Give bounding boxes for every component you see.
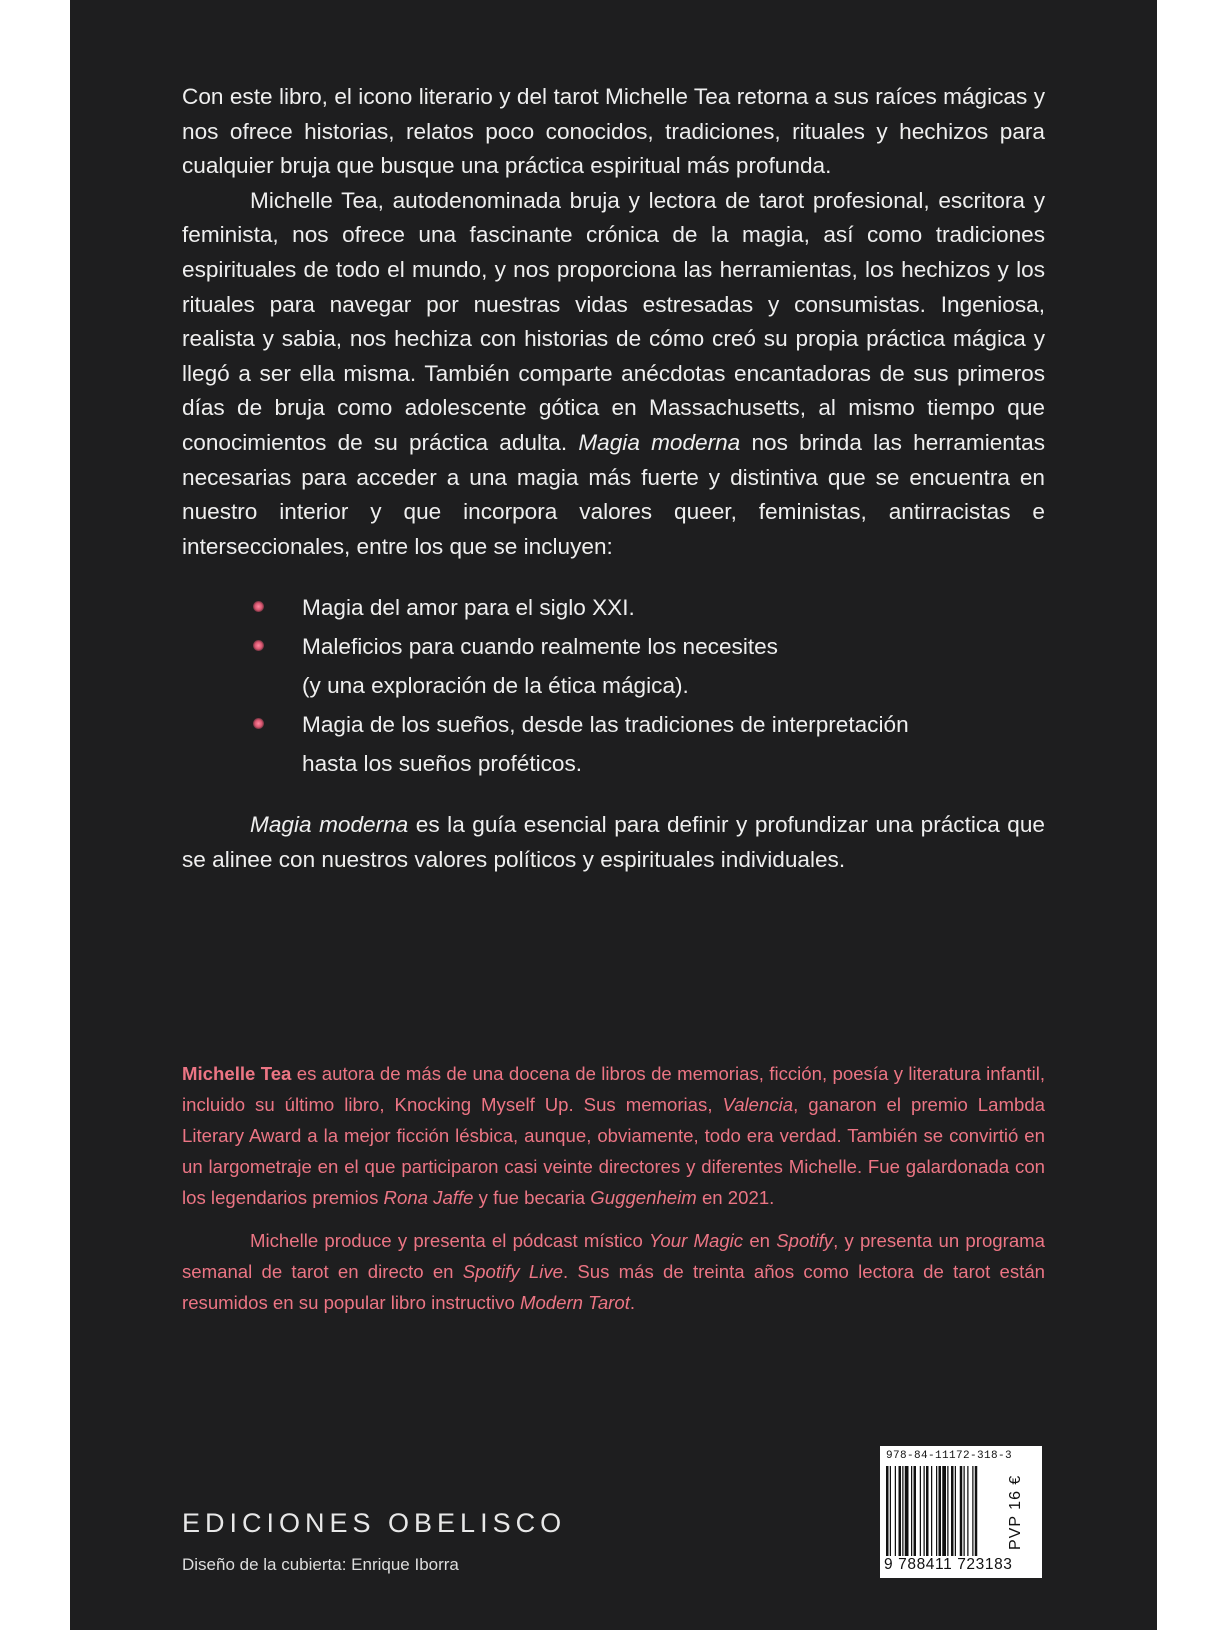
description-text	[182, 80, 1045, 878]
list-item-line: Maleficios para cuando realmente los necesites	[302, 634, 778, 660]
cover-credit: Diseño de la cubierta: Enrique Iborra	[182, 1555, 459, 1574]
book-title-inline: Magia moderna	[578, 429, 741, 455]
bio-text: es autora de más de una docena de libros de memorias, ficción, poesía y literatura infantil, incluido su último libro, Knocking Myself Up. Sus memorias,	[182, 1063, 1045, 1115]
barcode-bar	[911, 1466, 912, 1556]
bullet-dot-icon	[253, 640, 264, 651]
barcode-bar	[951, 1466, 954, 1556]
list-item	[182, 588, 1045, 627]
paragraph-2-text: Michelle Tea, autodenominada bruja y lectora de tarot profesional, escritora y feminista, nos ofrece una fascinante crónica de la magia, así como tradiciones espirituales de todo el mundo, y nos proporciona las herramientas, los hechizos y los rituales para navegar por nuestras vidas estresadas y consumistas. Ingeniosa, realista y sabia, nos hechiza con historias de cómo creó su propia práctica mágica y llegó a ser ella misma. También comparte anécdotas encantadoras de sus primeros días de bruja como adolescente gótica en Massachusetts, al mismo tiempo que conocimientos de su práctica adulta.	[182, 187, 1045, 455]
barcode-bar	[899, 1466, 902, 1556]
barcode-bar	[886, 1466, 889, 1556]
isbn-digits: 9 788411 723183	[884, 1556, 1013, 1573]
barcode-bar	[926, 1466, 929, 1556]
description-paragraph-1: Con este libro, el icono literario y del tarot Michelle Tea retorna a sus raíces mágicas y nos ofrece historias, relatos poco conocidos, tradiciones, rituales y hechizos para cualquier bruja que busque una práctica espiritual más profunda.	[182, 84, 1045, 179]
bio-text: , y presenta un programa semanal de tarot en directo en	[182, 1230, 1045, 1282]
list-item	[182, 627, 1045, 705]
barcode-bar	[902, 1466, 903, 1556]
list-item-line: Magia de los sueños, desde las tradiciones de interpretación	[302, 712, 909, 738]
bio-text: .	[629, 1292, 636, 1313]
barcode-image	[886, 1466, 1004, 1556]
barcode-block	[880, 1446, 1042, 1578]
bio-guggenheim: Guggenheim	[590, 1187, 697, 1208]
barcode-bar	[936, 1466, 937, 1556]
author-bio	[182, 1058, 1045, 1318]
bullet-dot-icon	[253, 718, 264, 729]
isbn-label: 978-84-11172-318-3	[886, 1450, 1013, 1462]
barcode-bar	[924, 1466, 925, 1556]
bio-paragraph-2	[182, 1225, 1045, 1318]
list-item	[182, 705, 1045, 783]
list-item-line: (y una exploración de la ética mágica).	[302, 673, 689, 699]
closing-paragraph	[182, 808, 1045, 877]
bio-award-rona: Rona Jaffe	[383, 1187, 474, 1208]
barcode-bar	[895, 1466, 896, 1556]
closing-text: es la guía esencial para definir y profundizar una práctica que se alinee con nuestros valores políticos y espirituales individuales.	[182, 812, 1045, 872]
barcode-bar	[972, 1466, 973, 1556]
bio-text: Michelle produce y presenta el pódcast místico	[250, 1230, 643, 1251]
barcode-bar	[964, 1466, 965, 1556]
bio-text: en 2021.	[701, 1187, 775, 1208]
bio-text: , ganaron el premio Lambda Literary Award a la mejor ficción lésbica, aunque, obviamente, todo era verdad. También se convirtió en un largometraje en el que participaron casi veinte directores y diferentes Michelle. Fue galardonada con los legendarios premios	[182, 1094, 1046, 1208]
barcode-bar	[947, 1466, 948, 1556]
barcode-bar	[942, 1466, 946, 1556]
book-title-inline: Magia moderna	[250, 812, 409, 838]
bio-paragraph-1	[182, 1058, 1045, 1213]
list-item-line: Magia del amor para el siglo XXI.	[302, 595, 635, 621]
back-cover	[70, 0, 1157, 1630]
barcode-bar	[905, 1466, 909, 1556]
bullet-dot-icon	[253, 601, 264, 612]
bio-text: y fue becaria	[478, 1187, 586, 1208]
list-item-line: hasta los sueños proféticos.	[302, 751, 583, 777]
barcode-bar	[914, 1466, 917, 1556]
barcode-bar	[960, 1466, 963, 1556]
bio-modern-tarot: Modern Tarot	[519, 1292, 630, 1313]
price-label: PVP 16 €	[1007, 1474, 1024, 1550]
feature-list	[182, 588, 1045, 783]
bio-spotify: Spotify	[776, 1230, 834, 1251]
description-paragraph-2	[182, 184, 1045, 565]
barcode-bar	[920, 1466, 921, 1556]
bio-text: . Sus más de treinta años como lectora de tarot están resumidos en su popular libro instructivo	[182, 1261, 1046, 1313]
bio-text: en	[749, 1230, 770, 1251]
barcode-bar	[975, 1466, 978, 1556]
bio-spotify-live: Spotify Live	[462, 1261, 563, 1282]
author-name: Michelle Tea	[182, 1063, 292, 1084]
bio-podcast: Your Magic	[649, 1230, 744, 1251]
barcode-bar	[890, 1466, 891, 1556]
barcode-bar	[967, 1466, 968, 1556]
barcode-bar	[955, 1466, 956, 1556]
paragraph-2-text-end: nos brinda las herramientas necesarias para acceder a una magia más fuerte y distintiva que se encuentra en nuestro interior y que incorpora valores queer, feministas, antirracistas e interseccionales, entre los que se incluyen:	[182, 429, 1045, 559]
bio-title-valencia: Valencia	[722, 1094, 794, 1115]
barcode-bar	[931, 1466, 932, 1556]
barcode-bar	[939, 1466, 942, 1556]
publisher-name: EDICIONES OBELISCO	[182, 1508, 567, 1538]
